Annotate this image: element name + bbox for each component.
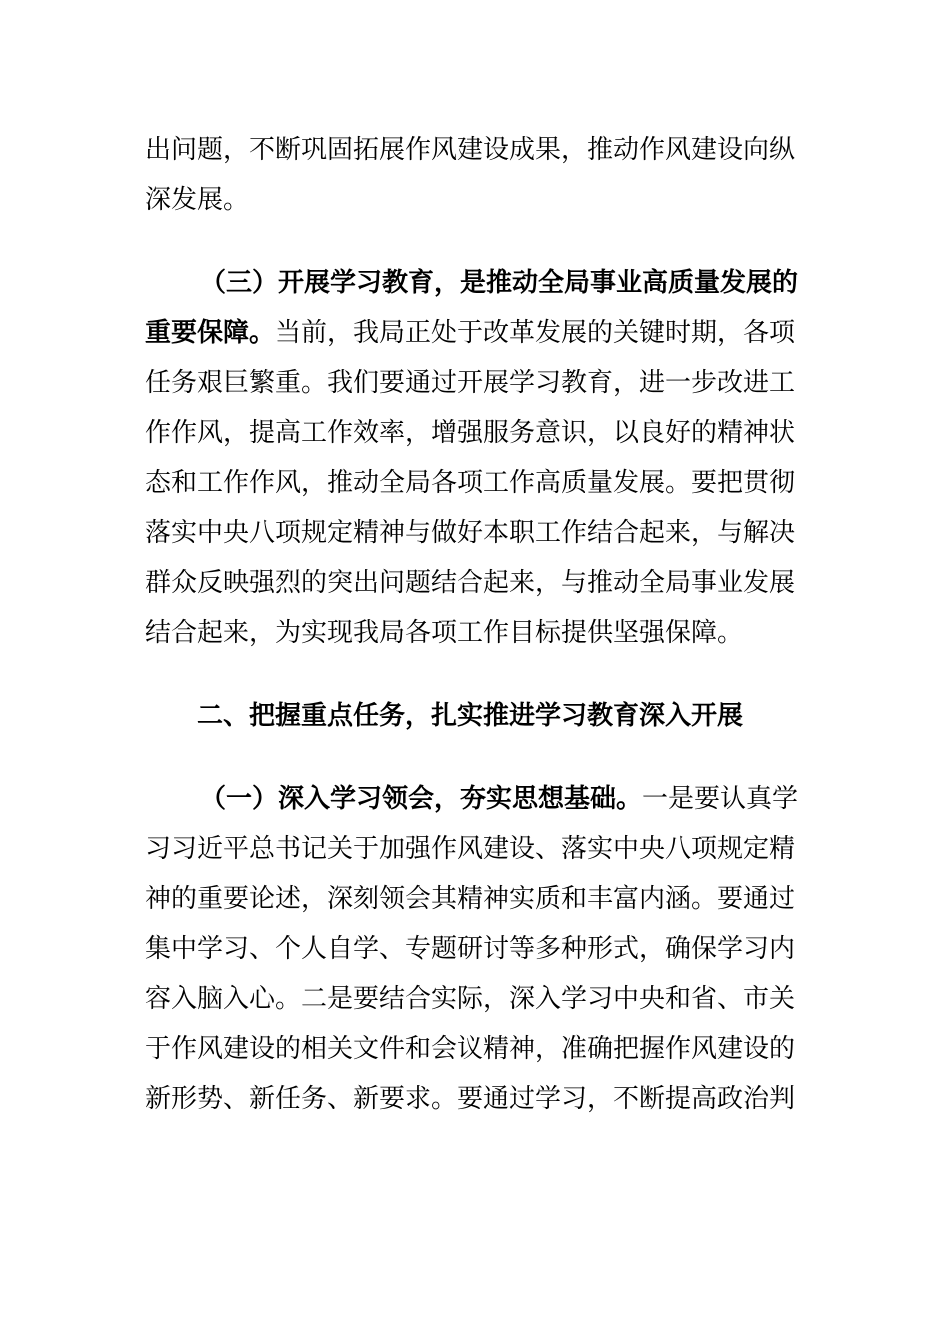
paragraph-text: 一是要认真学 (642, 784, 799, 814)
paragraph-2 (145, 258, 799, 658)
paragraph-text: 当前，我局正处于改革发展的关键时期，各项 (275, 318, 796, 348)
subsection-heading: （三）开展学习教育，是推动全局事业高质量发展的 (200, 268, 799, 298)
paragraph-line: 落实中央八项规定精神与做好本职工作结合起来，与解决 (145, 518, 796, 548)
paragraph-line: 结合起来，为实现我局各项工作目标提供坚强保障。 (145, 618, 744, 648)
paragraph-line: 习习近平总书记关于加强作风建设、落实中央八项规定精 (145, 834, 796, 864)
paragraph-line (145, 774, 799, 824)
paragraph-line: 群众反映强烈的突出问题结合起来，与推动全局事业发展 (145, 568, 796, 598)
section-heading: 二、把握重点任务，扎实推进学习教育深入开展 (197, 701, 744, 731)
document-page (145, 125, 799, 1124)
paragraph-line (145, 308, 796, 358)
subsection-heading-end: 重要保障。 (145, 318, 276, 348)
paragraph-3 (145, 774, 799, 1124)
paragraph-line: 于作风建设的相关文件和会议精神，准确把握作风建设的 (145, 1034, 796, 1064)
paragraph-line: 神的重要论述，深刻领会其精神实质和丰富内涵。要通过 (145, 884, 796, 914)
paragraph-line: 态和工作作风，推动全局各项工作高质量发展。要把贯彻 (145, 468, 796, 498)
paragraph-line: 任务艰巨繁重。我们要通过开展学习教育，进一步改进工 (145, 368, 796, 398)
paragraph-line: 集中学习、个人自学、专题研讨等多种形式，确保学习内 (145, 934, 796, 964)
paragraph-line: 深发展。 (145, 185, 250, 215)
paragraph-line: 出问题，不断巩固拓展作风建设成果，推动作风建设向纵 (145, 135, 796, 165)
subsection-heading: （一）深入学习领会，夯实思想基础。 (200, 784, 643, 814)
paragraph-line: 容入脑入心。二是要结合实际，深入学习中央和省、市关 (145, 984, 796, 1014)
paragraph-1 (145, 125, 796, 225)
paragraph-line: 作作风，提高工作效率，增强服务意识，以良好的精神状 (145, 418, 796, 448)
paragraph-line: 新形势、新任务、新要求。要通过学习，不断提高政治判 (145, 1084, 796, 1114)
